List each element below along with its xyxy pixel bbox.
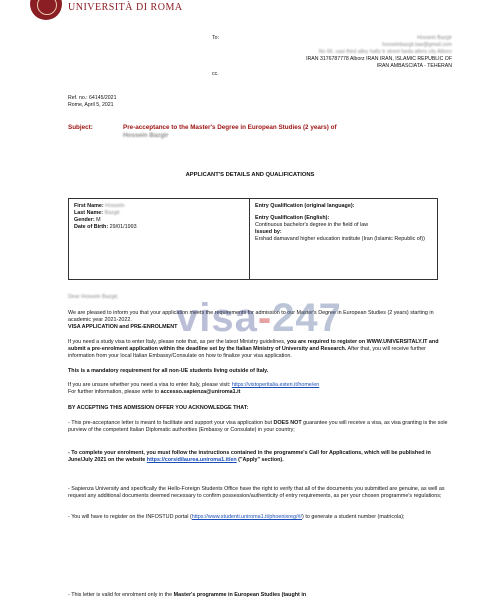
- subject-label: Subject:: [68, 124, 93, 131]
- letter-date: Rome, April 5, 2021: [68, 102, 114, 108]
- gender-label: Gender:: [74, 217, 95, 223]
- last-name-label: Last Name:: [74, 210, 104, 216]
- entry-english-label: Entry Qualification (English):: [255, 215, 330, 221]
- subject-name: Hossein Bazgir: [123, 132, 169, 139]
- accesso-email-link[interactable]: accesso.sapienza@uniroma1.it: [160, 389, 241, 395]
- acknowledgement-heading: BY ACCEPTING THIS ADMISSION OFFER YOU ACKNOWLEDGE THAT:: [68, 405, 249, 411]
- mandatory-requirement: This is a mandatory requirement for all non-UE students living outside of Italy.: [68, 368, 269, 374]
- recipient-email: hosseinbazgir.law@gmail.com: [382, 42, 452, 48]
- recipient-country: IRAN 3176787778 Alborz IRAN IRAN, ISLAMIC REPUBLIC OF: [306, 56, 452, 62]
- bullet-infostud: - You will have to register on the INFOSTUD portal (https://www.studenti.uniroma1.it/phoenixreg/#/) to generate a student number (matricola);: [68, 514, 405, 520]
- gender-value: M: [96, 217, 101, 223]
- details-section-title: APPLICANT'S DETAILS AND QUALIFICATIONS: [185, 172, 315, 178]
- qualification-cell: [250, 199, 437, 279]
- bullet-visa-guarantee: - This pre-acceptance letter is meant to facilitate and support your visa application but DOES NOT guarantee you will receive a visa, as visa granting is the sole purview of the competent Italian Diplomatic authorities (Embassy or Consulate) in your country;: [68, 420, 448, 433]
- paragraph-admission: We are pleased to inform you that your application meets the requirements for admission to our Master's Degree in European Studies (2 years) starting in academic year 2021-2022. VISA APPLICATION and PRE-ENROLMENT: [68, 310, 434, 330]
- vistoperitalia-link[interactable]: https://vistoperitalia.esteri.it/home/en: [231, 382, 320, 388]
- visa-heading: VISA APPLICATION and PRE-ENROLMENT: [68, 324, 178, 330]
- recipient-street: No 66. vasi third alley hafiz tr street farda allers city Alborz: [318, 49, 452, 55]
- bullet-document-verification: - Sapienza University and specifically the Hello-Foreign Students Office have the right to verify that all of the documents you submitted are genuine, as well as request any additional documents deemed necessary to confirm possession/authenticity of entry requirements, as per your chosen programme's regulations;: [68, 486, 445, 499]
- bullet-enrolment: - To complete your enrolment, you must follow the instructions contained in the programme's Call for Applications, which will be published in June/July 2021 on the website https://corsidilaurea.uniroma1.it/en ("Apply" section).: [68, 450, 431, 463]
- to-label: To:: [212, 35, 219, 41]
- cc-label: cc.: [212, 71, 219, 77]
- infostud-link[interactable]: https://www.studenti.uniroma1.it/phoenixreg/#/: [191, 514, 303, 520]
- entry-original-label: Entry Qualification (original language):: [255, 203, 355, 209]
- personal-details-cell: [69, 199, 250, 279]
- dob-value: 29/01/1993: [109, 224, 137, 230]
- paragraph-visa-info: If you are unsure whether you need a visa to enter Italy, please visit: https://vistoperitalia.esteri.it/home/en For further information, please write to accesso.sapienza@uniroma1.it: [68, 382, 320, 395]
- entry-english-value: Continuous bachelor's degree in the field of law: [255, 222, 369, 228]
- subject-text: [123, 124, 423, 140]
- recipient-name: Hossein Bazgir: [417, 35, 452, 41]
- first-name-value: Hossein: [105, 203, 125, 209]
- cc-embassy: IRAN AMBASCIATA - TEHERAN: [376, 63, 452, 69]
- subject-line: Pre-acceptance to the Master's Degree in European Studies (2 years) of: [123, 124, 337, 131]
- greeting: Dear Hossein Bazgir,: [68, 294, 119, 300]
- reference-number: Ref. no.: 64145/2021: [68, 95, 117, 101]
- university-name: UNIVERSITÀ DI ROMA: [68, 2, 183, 13]
- dob-label: Date of Birth:: [74, 224, 109, 230]
- issued-by-value: Ershad damavand higher education institute (Iran (Islamic Republic of)): [255, 236, 425, 242]
- corsidilaurea-link[interactable]: https://corsidilaurea.uniroma1.it/en: [146, 457, 237, 463]
- applicant-details-table: [68, 198, 438, 280]
- bullet-validity: - This letter is valid for enrolment only in the Master's programme in European Studies (taught in: [68, 592, 307, 598]
- paragraph-visa: If you need a study visa to enter Italy, please note that, as per the latest Ministry guidelines, you are required to register on WWW.UNIVERSITALY.IT and submit a pre-enrolment application within the deadline set by the Italian Ministry of University and Research. After that, you will receive further information from your local Italian Embassy/Consulate on how to finalize your visa application.: [68, 339, 439, 359]
- last-name-value: Bazgir: [104, 210, 120, 216]
- watermark: visa-247: [176, 296, 342, 340]
- recipient-address: [230, 35, 452, 70]
- issued-label: Issued by:: [255, 229, 282, 235]
- reference-block: [68, 95, 116, 109]
- first-name-label: First Name:: [74, 203, 104, 209]
- university-seal-logo: [30, 0, 62, 20]
